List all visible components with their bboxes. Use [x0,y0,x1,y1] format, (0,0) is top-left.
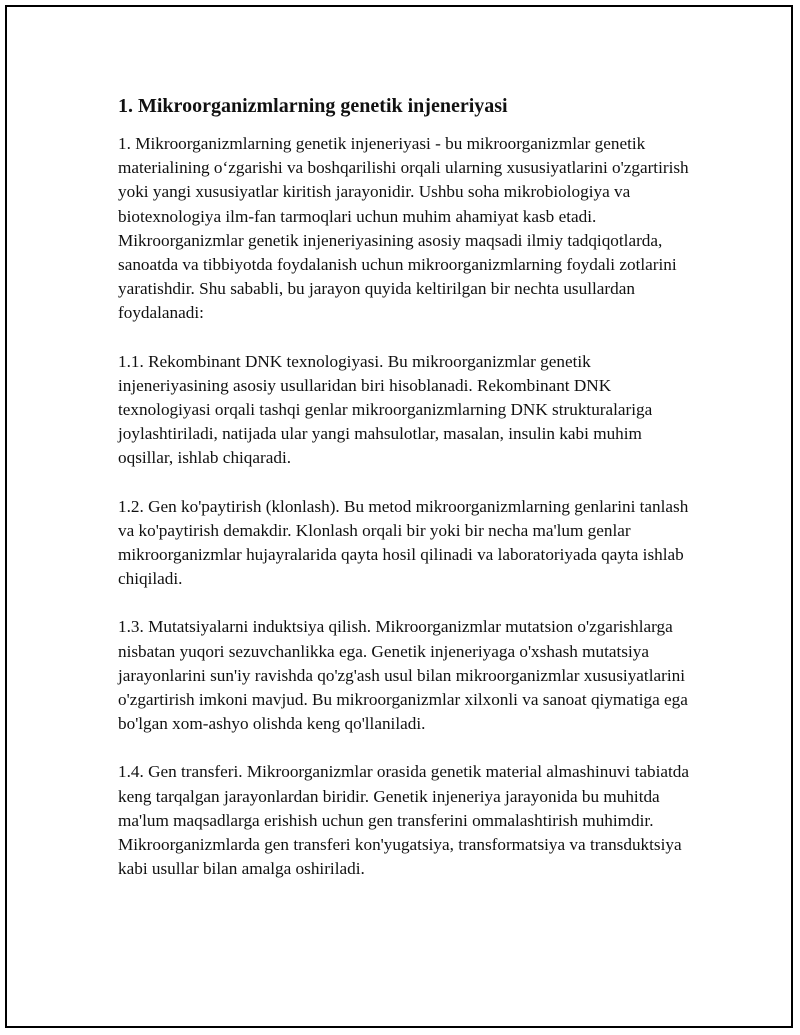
paragraph-intro: 1. Mikroorganizmlarning genetik injeneriyasi - bu mikroorganizmlar genetik materialining o‘zgarishi va boshqarilishi orqali ularning xususiyatlarini o'zgartirish yoki yangi xususiyatlar kiritish jarayonidir. Ushbu soha mikrobiologiya va biotexnologiya ilm-fan tarmoqlari uchun muhim ahamiyat kasb etadi. Mikroorganizmlar genetik injeneriyasining asosiy maqsadi ilmiy tadqiqotlarda, sanoatda va tibbiyotda foydalanish uchun mikroorganizmlarning foydali zotlarini yaratishdir. Shu sababli, bu jarayon quyida keltirilgan bir nechta usullardan foydalanadi: [118,134,689,323]
document-title: 1. Mikroorganizmlarning genetik injeneriyasi [118,95,508,117]
paragraph-mutation-induction: 1.3. Mutatsiyalarni induktsiya qilish. Mikroorganizmlar mutatsion o'zgarishlarga nisbatan yuqori sezuvchanlikka ega. Genetik injeneriyaga o'xshash mutatsiya jarayonlarini sun'iy ravishda qo'zg'ash usul bilan mikroorganizmlar xususiyatlarini o'zgartirish imkoni mavjud. Bu mikroorganizmlar xilxonli va sanoat qiymatiga ega bo'lgan xom-ashyo olishda keng qo'llaniladi. [118,617,688,734]
paragraph-gene-cloning: 1.2. Gen ko'paytirish (klonlash). Bu metod mikroorganizmlarning genlarini tanlash va ko'paytirish demakdir. Klonlash orqali bir yoki bir necha ma'lum genlar mikroorganizmlar hujayralarida qayta hosil qilinadi va laboratoriyada qayta ishlab chiqiladi. [118,496,689,589]
document-body [118,92,692,905]
paragraph-gene-transfer: 1.4. Gen transferi. Mikroorganizmlar orasida genetik material almashinuvi tabiatda keng tarqalgan jarayonlardan biridir. Genetik injeneriya jarayonida bu muhitda ma'lum maqsadlarga erishish uchun gen transferini ommalashtirish muhimdir. Mikroorganizmlarda gen transferi kon'yugatsiya, transformatsiya va transduktsiya kabi usullar bilan amalga oshiriladi. [118,762,689,879]
paragraph-recombinant-dna: 1.1. Rekombinant DNK texnologiyasi. Bu mikroorganizmlar genetik injeneriyasining asosiy usullaridan biri hisoblanadi. Rekombinant DNK texnologiyasi orqali tashqi genlar mikroorganizmlarning DNK strukturalariga joylashtiriladi, natijada ular yangi mahsulotlar, masalan, insulin kabi muhim oqsillar, ishlab chiqaradi. [118,351,653,468]
